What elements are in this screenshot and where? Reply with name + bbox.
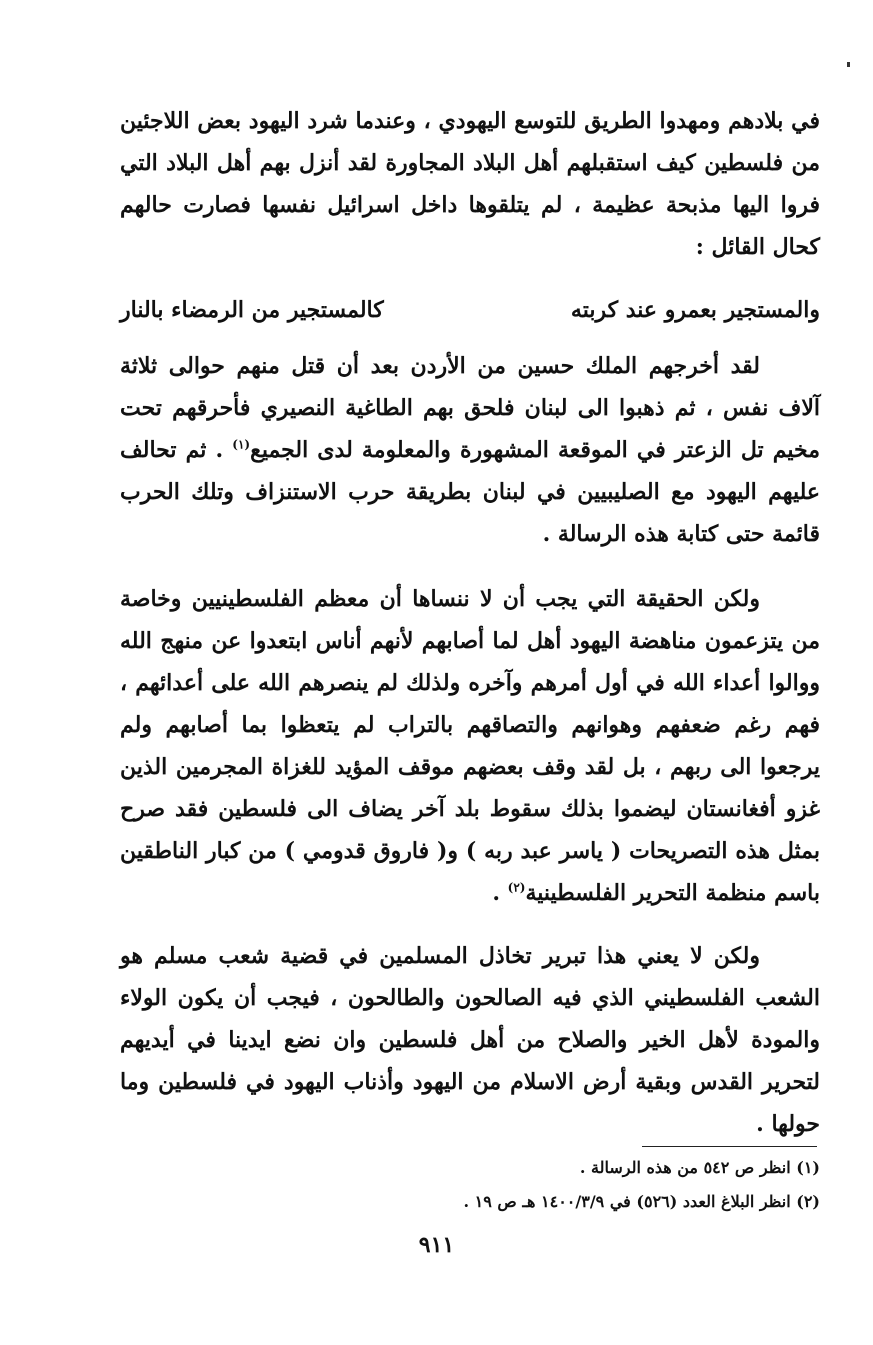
scan-mark bbox=[847, 62, 850, 67]
poetry-verse bbox=[120, 289, 820, 331]
page-number: ٩١١ bbox=[418, 1232, 455, 1258]
paragraph-2-tail: . ثم تحالف عليهم اليهود مع الصليبيين في لبنان بطريقة حرب الاستنزاف وتلك الحرب قائمة حتى كتابة هذه الرسالة . bbox=[120, 437, 820, 547]
footnotes bbox=[120, 1151, 820, 1219]
paragraph-2-text: لقد أخرجهم الملك حسين من الأردن بعد أن قتل منهم حوالى ثلاثة آلاف نفس ، ثم ذهبوا الى لبنان فلحق بهم الطاغية النصيري فأحرقهم تحت مخيم تل الزعتر في الموقعة المشهورة والمعلومة لدى الجميع bbox=[120, 353, 820, 463]
verse-first-hemistich: والمستجير بعمرو عند كربته bbox=[570, 297, 820, 323]
footnote-ref-2: (٢) bbox=[507, 880, 526, 895]
paragraph-3-text: ولكن الحقيقة التي يجب أن لا ننساها أن معظم الفلسطينيين وخاصة من يتزعمون مناهضة اليهود أهل لما أصابهم لأنهم أناس ابتعدوا عن منهج الله ووالوا أعداء الله في أول أمرهم وآخره ولذلك لم ينصرهم الله على أعدائهم ، فهم رغم ضعفهم وهوانهم والتصاقهم بالتراب لم يتعظوا بما أصابهم ولم يرجعوا الى ربهم ، بل لقد وقف بعضهم موقف المؤيد للغزاة المجرمين الذين غزو أفغانستان ليضموا بذلك سقوط بلد آخر يضاف الى فلسطين فقد صرح بمثل هذه التصريحات ( ياسر عبد ربه ) و( فاروق قدومي ) من كبار الناطقين باسم منظمة التحرير الفلسطينية bbox=[120, 586, 820, 906]
paragraph-3-tail: . bbox=[492, 880, 508, 906]
footnote-2: (٢) انظر البلاغ العدد (٥٢٦) في ١٤٠٠/٣/٩ هـ ص ١٩ . bbox=[463, 1192, 820, 1211]
footnote-ref-1: (١) bbox=[232, 437, 251, 452]
verse-second-hemistich: كالمستجير من الرمضاء بالنار bbox=[120, 297, 384, 323]
footnote-separator bbox=[642, 1146, 817, 1147]
paragraph-1: في بلادهم ومهدوا الطريق للتوسع اليهودي ، وعندما شرد اليهود بعض اللاجئين من فلسطين كيف استقبلهم أهل البلاد المجاورة لقد أنزل بهم أهل البلاد التي فروا اليها مذبحة عظيمة ، لم يتلقوها داخل اسرائيل نفسها فصارت حالهم كحال القائل : bbox=[120, 108, 820, 260]
paragraph-3 bbox=[120, 578, 820, 914]
paragraph-2 bbox=[120, 345, 820, 555]
paragraph-4: ولكن لا يعني هذا تبرير تخاذل المسلمين في قضية شعب مسلم هو الشعب الفلسطيني الذي فيه الصالحون والطالحون ، فيجب أن يكون الولاء والمودة لأهل الخير والصلاح من أهل فلسطين وان نضع ايدينا في أيديهم لتحرير القدس وبقية أرض الاسلام من اليهود وأذناب اليهود في فلسطين وما حولها . bbox=[120, 943, 820, 1137]
footnote-1: (١) انظر ص ٥٤٢ من هذه الرسالة . bbox=[579, 1158, 820, 1177]
